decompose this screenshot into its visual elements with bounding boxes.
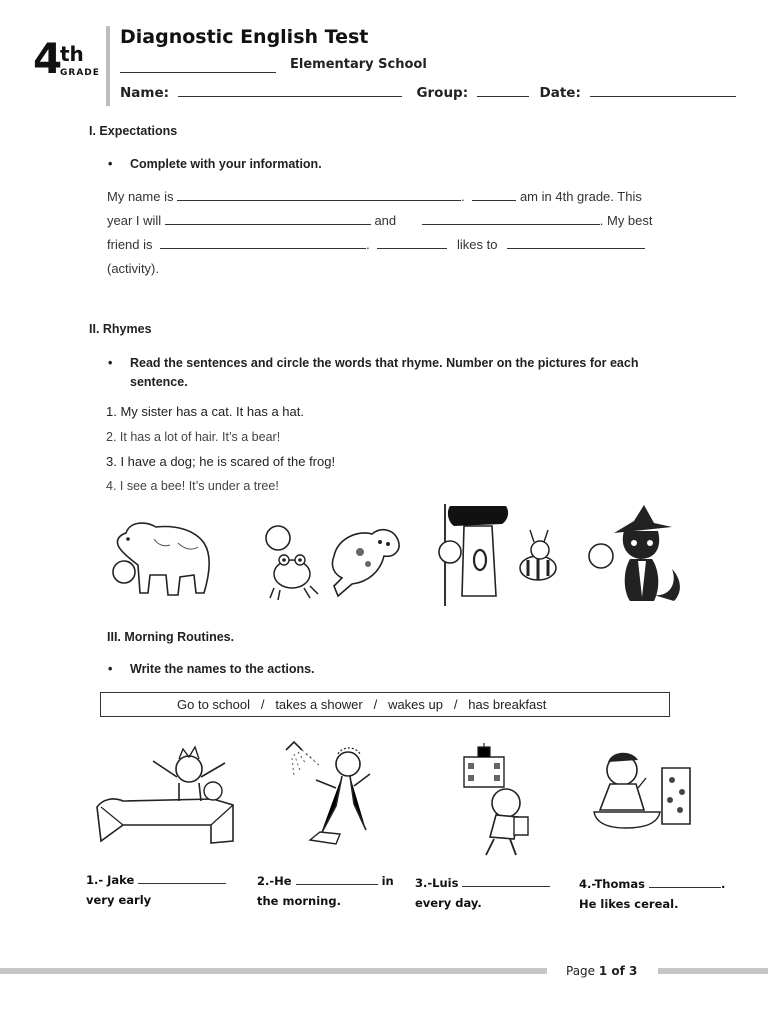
- word-bank-separator-1: /: [260, 697, 265, 712]
- school-name-blank[interactable]: [120, 72, 276, 73]
- section-1-heading: I. Expectations: [89, 124, 178, 138]
- grade-number: 4: [33, 34, 61, 83]
- boy-going-to-school-icon: [456, 743, 536, 861]
- pronoun-blank[interactable]: [472, 200, 516, 201]
- footer-bar-right: [658, 968, 768, 974]
- caption-1-tail: very early: [86, 893, 152, 907]
- caption-3-tail: every day.: [415, 896, 482, 910]
- caption-2: 2.-He in the morning.: [257, 871, 394, 911]
- word-bank-item-1: Go to school: [177, 697, 250, 712]
- page-label: Page: [566, 964, 596, 978]
- footer-bar-left: [0, 968, 547, 974]
- caption-1-blank[interactable]: [138, 883, 226, 884]
- cat-in-hat-icon: [610, 505, 686, 605]
- word-bank: [100, 692, 670, 717]
- expectations-paragraph: My name is . am in 4th grade. This year I will and . My best friend is . likes to (activity).: [107, 189, 653, 276]
- caption-1-lead: 1.- Jake: [86, 873, 135, 887]
- rhyme-sentence-2: 2. It has a lot of hair. It’s a bear!: [106, 430, 281, 444]
- caption-2-tail: the morning.: [257, 894, 341, 908]
- section-3-heading: III. Morning Routines.: [107, 630, 235, 644]
- boy-shower-icon: [280, 740, 380, 852]
- header-divider: [106, 26, 110, 106]
- boy-breakfast-icon: [586, 748, 696, 838]
- grade-suffix: th: [60, 42, 84, 66]
- date-blank[interactable]: [590, 96, 736, 97]
- tree-bee-answer-circle[interactable]: [436, 538, 464, 566]
- boy-waking-up-icon: [93, 745, 243, 845]
- frog-dog-answer-circle[interactable]: [263, 523, 293, 553]
- bear-answer-circle[interactable]: [111, 559, 137, 585]
- this-year-blank[interactable]: [165, 224, 371, 225]
- rhyme-sentence-3: 3. I have a dog; he is scared of the frog!: [106, 454, 336, 469]
- caption-3: [415, 873, 550, 913]
- caption-4-blank[interactable]: [649, 887, 721, 888]
- page-number: 1 of 3: [598, 964, 638, 978]
- caption-4: 4.-Thomas . He likes cereal.: [579, 874, 725, 914]
- caption-2-lead: 2.-He: [257, 874, 292, 888]
- p1-text-b: am in 4th grade. This: [519, 189, 642, 204]
- caption-4-tail: He likes cereal.: [579, 897, 679, 911]
- p3-text-b: likes to: [457, 237, 498, 252]
- name-label: Name:: [120, 85, 170, 101]
- page-title: Diagnostic English Test: [120, 26, 369, 48]
- caption-1: [86, 870, 226, 910]
- date-label: Date:: [539, 85, 581, 101]
- cat-answer-circle[interactable]: [587, 542, 615, 570]
- p2-text-c: . My best: [599, 213, 653, 228]
- p2-text-b: and: [374, 213, 397, 228]
- school-label: Elementary School: [290, 57, 427, 72]
- p4-text: (activity).: [107, 261, 159, 276]
- student-info-row: [120, 85, 742, 101]
- rhyme-sentence-4: 4. I see a bee! It’s under a tree!: [106, 479, 279, 493]
- my-name-blank[interactable]: [177, 200, 461, 201]
- word-bank-item-2: takes a shower: [275, 697, 363, 712]
- activity-blank[interactable]: [507, 248, 645, 249]
- p1-text-a: My name is: [107, 189, 174, 204]
- group-blank[interactable]: [477, 96, 529, 97]
- bear-icon: [108, 515, 218, 600]
- caption-3-blank[interactable]: [462, 886, 550, 887]
- name-blank[interactable]: [178, 96, 402, 97]
- and-blank[interactable]: [422, 224, 600, 225]
- rhyme-sentence-1: 1. My sister has a cat. It has a hat.: [106, 404, 304, 419]
- best-friend-blank[interactable]: [160, 248, 366, 249]
- grade-word: GRADE: [60, 68, 100, 78]
- word-bank-item-4: has breakfast: [468, 697, 547, 712]
- friend-pronoun-blank[interactable]: [377, 248, 447, 249]
- section-1-instruction: • Complete with your information.: [130, 157, 322, 171]
- page-indicator: [566, 964, 637, 978]
- section-2-heading: II. Rhymes: [89, 322, 152, 336]
- word-bank-item-3: wakes up: [388, 697, 443, 712]
- section-2-instruction: • Read the sentences and circle the words that rhyme. Number on the pictures for each sentence.: [130, 354, 675, 392]
- caption-4-lead: 4.-Thomas: [579, 877, 645, 891]
- word-bank-separator-3: /: [453, 697, 458, 712]
- section-3-instruction: • Write the names to the actions.: [130, 662, 315, 676]
- p2-text-a: year I will: [107, 213, 162, 228]
- caption-3-lead: 3.-Luis: [415, 876, 459, 890]
- p3-text-a: friend is: [107, 237, 153, 252]
- group-label: Group:: [416, 85, 469, 101]
- caption-2-blank[interactable]: [296, 884, 378, 885]
- word-bank-separator-2: /: [373, 697, 378, 712]
